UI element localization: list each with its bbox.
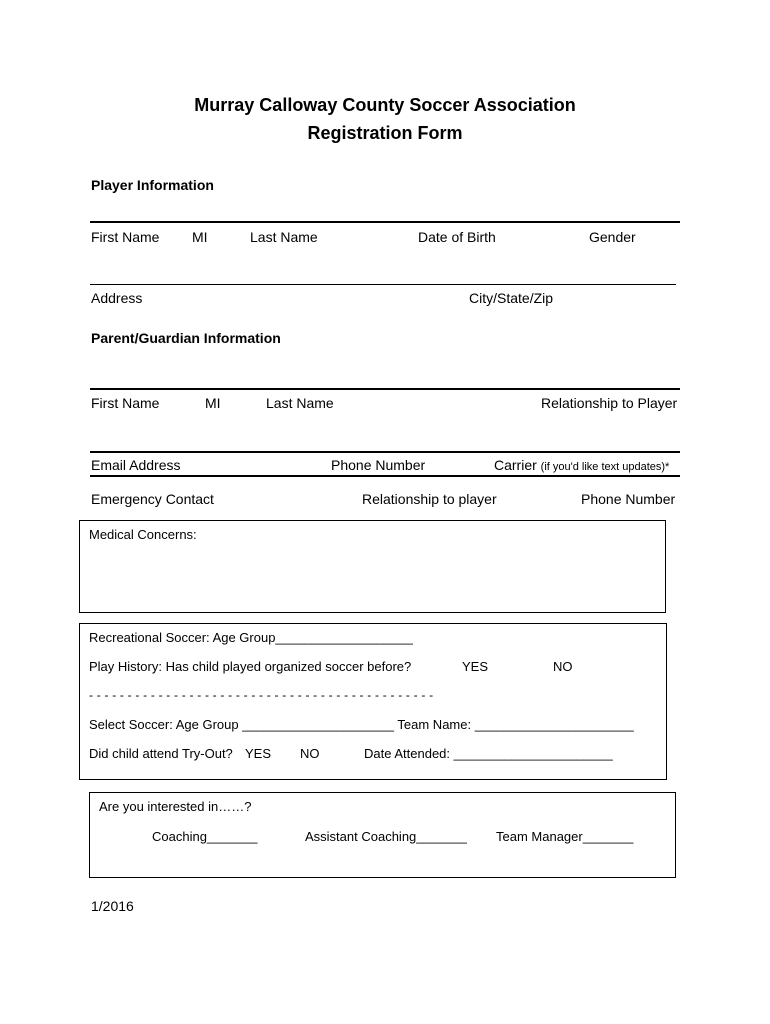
parent-last-name-label: Last Name bbox=[266, 395, 334, 411]
carrier-text: Carrier bbox=[494, 457, 537, 473]
player-section-title: Player Information bbox=[91, 177, 214, 193]
carrier-note: (if you'd like text updates)* bbox=[540, 461, 670, 473]
address-line bbox=[90, 284, 676, 285]
player-first-name-label: First Name bbox=[91, 229, 160, 245]
interest-question: Are you interested in……? bbox=[99, 799, 252, 814]
parent-first-name-label: First Name bbox=[91, 395, 160, 411]
tryout-no[interactable]: NO bbox=[300, 746, 320, 761]
player-last-name-label: Last Name bbox=[250, 229, 318, 245]
recreational-age-group[interactable]: Recreational Soccer: Age Group___________________ bbox=[89, 630, 413, 645]
assistant-coaching-option[interactable]: Assistant Coaching_______ bbox=[305, 829, 467, 844]
parent-mi-label: MI bbox=[205, 395, 221, 411]
select-soccer-line[interactable]: Select Soccer: Age Group _____________________ Team Name: ______________________ bbox=[89, 717, 634, 732]
section-divider: - - - - - - - - - - - - - - - - - - - - - - - - - - - - - - - - - - - - - - - - - - - - - bbox=[89, 688, 434, 702]
player-dob-label: Date of Birth bbox=[418, 229, 496, 245]
emergency-contact-label: Emergency Contact bbox=[91, 491, 214, 507]
emergency-relationship-label: Relationship to player bbox=[362, 491, 497, 507]
play-history-yes[interactable]: YES bbox=[462, 659, 489, 674]
revision-date: 1/2016 bbox=[91, 898, 134, 914]
address-label: Address bbox=[91, 290, 143, 306]
emergency-phone-label: Phone Number bbox=[581, 491, 676, 507]
date-attended[interactable]: Date Attended: ______________________ bbox=[364, 746, 613, 761]
player-mi-label: MI bbox=[192, 229, 208, 245]
player-name-line bbox=[90, 221, 680, 223]
form-title-line2: Registration Form bbox=[307, 123, 463, 143]
form-title-line1: Murray Calloway County Soccer Association bbox=[194, 95, 576, 115]
medical-concerns-label: Medical Concerns: bbox=[89, 527, 197, 542]
play-history-no[interactable]: NO bbox=[553, 659, 573, 674]
relationship-to-player-label: Relationship to Player bbox=[541, 395, 678, 411]
carrier-label bbox=[494, 457, 669, 473]
parent-name-line bbox=[90, 388, 680, 390]
email-address-label: Email Address bbox=[91, 457, 181, 473]
city-state-zip-label: City/State/Zip bbox=[469, 290, 554, 306]
team-manager-option[interactable]: Team Manager_______ bbox=[496, 829, 634, 844]
phone-number-label: Phone Number bbox=[331, 457, 426, 473]
play-history-question: Play History: Has child played organized soccer before? bbox=[89, 659, 412, 674]
emergency-line bbox=[90, 475, 680, 477]
email-line bbox=[90, 451, 680, 453]
tryout-question: Did child attend Try-Out? bbox=[89, 746, 233, 761]
coaching-option[interactable]: Coaching_______ bbox=[152, 829, 258, 844]
tryout-yes[interactable]: YES bbox=[245, 746, 272, 761]
parent-section-title: Parent/Guardian Information bbox=[91, 330, 281, 346]
player-gender-label: Gender bbox=[589, 229, 636, 245]
